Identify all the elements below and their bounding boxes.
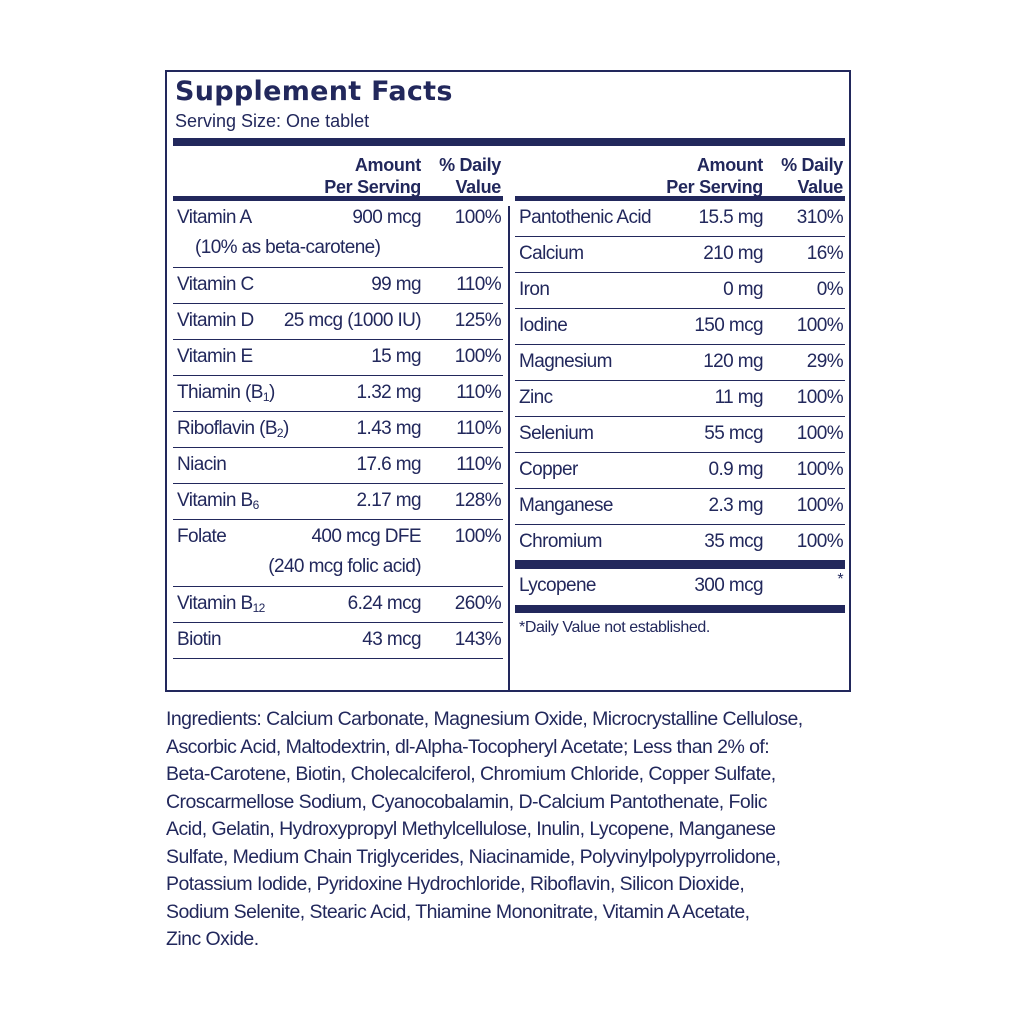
nutrient-daily-value: 128% — [454, 490, 501, 511]
nutrient-daily-value: 16% — [806, 243, 843, 264]
nutrient-amount: 1.43 mg — [356, 418, 421, 439]
nutrient-daily-value: 29% — [806, 351, 843, 372]
nutrient-daily-value: * — [837, 571, 843, 588]
nutrient-row — [173, 376, 503, 412]
nutrient-name: Lycopene — [519, 575, 596, 596]
lycopene-row — [515, 569, 845, 605]
nutrient-name-text: Zinc — [519, 387, 553, 408]
nutrient-row — [173, 412, 503, 448]
nutrient-row — [515, 273, 845, 309]
nutrient-name-text: Pantothenic Acid — [519, 207, 651, 228]
dv-header-line2: Value — [797, 177, 843, 197]
left-nutrient-column — [173, 150, 503, 659]
nutrient-amount: 0 mg — [723, 279, 763, 300]
amount-header-line2: Per Serving — [666, 177, 763, 197]
nutrient-row — [173, 587, 503, 623]
nutrient-row — [515, 381, 845, 417]
nutrient-amount: 300 mcg — [694, 575, 763, 596]
nutrient-row — [173, 340, 503, 376]
nutrient-name-text: Iron — [519, 279, 550, 300]
nutrient-daily-value: 100% — [796, 315, 843, 336]
nutrient-name-text: Vitamin D — [177, 310, 254, 331]
nutrient-row — [515, 489, 845, 525]
nutrient-daily-value: 100% — [796, 423, 843, 444]
ingredients-line: Potassium Iodide, Pyridoxine Hydrochloride, Riboflavin, Silicon Dioxide, — [166, 873, 745, 895]
nutrient-name — [177, 454, 226, 476]
nutrient-amount: 11 mg — [714, 387, 763, 408]
nutrient-name — [519, 243, 583, 265]
right-nutrient-column — [515, 150, 845, 637]
nutrient-row — [173, 623, 503, 659]
amount-header-line1: Amount — [354, 155, 421, 175]
daily-value-header — [439, 154, 501, 198]
nutrient-name-text: Iodine — [519, 315, 568, 336]
nutrient-daily-value: 110% — [456, 454, 501, 475]
nutrient-row — [173, 520, 503, 587]
nutrient-name — [177, 207, 252, 229]
nutrient-name — [519, 279, 549, 301]
amount-header — [666, 154, 763, 198]
nutrient-amount: 35 mcg — [704, 531, 763, 552]
nutrient-amount: 6.24 mcg — [347, 593, 421, 614]
amount-header — [324, 154, 421, 198]
nutrient-name — [177, 382, 275, 404]
nutrient-name — [519, 387, 553, 409]
nutrient-name-text: Magnesium — [519, 351, 612, 372]
nutrient-row — [515, 345, 845, 381]
dv-header-line2: Value — [455, 177, 501, 197]
nutrient-daily-value: 310% — [796, 207, 843, 228]
left-rows — [173, 201, 503, 659]
nutrient-row — [173, 268, 503, 304]
nutrient-name-text: Vitamin C — [177, 274, 254, 295]
nutrient-daily-value: 100% — [454, 346, 501, 367]
amount-header-line1: Amount — [696, 155, 763, 175]
nutrient-name-text: Copper — [519, 459, 578, 480]
nutrient-amount: 55 mcg — [704, 423, 763, 444]
ingredients-line: Croscarmellose Sodium, Cyanocobalamin, D-Calcium Pantothenate, Folic — [166, 790, 767, 813]
nutrient-amount: 150 mcg — [694, 315, 763, 336]
nutrient-amount: 120 mg — [703, 351, 763, 372]
ingredients-label: Ingredients: — [166, 708, 262, 730]
ingredients-line: Acid, Gelatin, Hydroxypropyl Methylcellulose, Inulin, Lycopene, Manganese — [166, 818, 776, 840]
nutrient-name — [177, 346, 253, 368]
nutrient-row — [515, 453, 845, 489]
daily-value-header — [781, 154, 843, 198]
lycopene-top-bar — [515, 561, 845, 569]
nutrient-subscript: 12 — [252, 601, 265, 615]
nutrient-daily-value: 110% — [456, 274, 501, 295]
nutrient-amount: 2.3 mg — [708, 495, 763, 516]
nutrient-daily-value: 110% — [456, 382, 501, 403]
nutrient-amount: 25 mcg (1000 IU) — [283, 310, 421, 331]
nutrient-name-text: Manganese — [519, 495, 613, 516]
nutrient-amount: 210 mg — [703, 243, 763, 264]
nutrient-name-text: Vitamin A — [177, 207, 252, 228]
nutrient-row — [173, 448, 503, 484]
nutrient-name-text: Selenium — [519, 423, 594, 444]
ingredients-list — [166, 706, 856, 954]
amount-header-line2: Per Serving — [324, 177, 421, 197]
nutrient-subscript: 6 — [252, 498, 259, 512]
nutrient-note: (240 mcg folic acid) — [268, 556, 421, 577]
panel-title: Supplement Facts — [175, 76, 453, 107]
nutrient-name-text: Riboflavin (B — [177, 418, 277, 439]
nutrient-amount: 99 mg — [371, 274, 421, 295]
nutrient-daily-value: 260% — [454, 593, 501, 614]
nutrient-name — [177, 526, 226, 548]
nutrient-name-text: Thiamin (B — [177, 382, 263, 403]
ingredients-line: Beta-Carotene, Biotin, Cholecalciferol, Chromium Chloride, Copper Sulfate, — [166, 763, 776, 785]
nutrient-row — [515, 237, 845, 273]
nutrient-name — [519, 459, 578, 481]
nutrient-name-text: Vitamin E — [177, 346, 253, 367]
nutrient-name-suffix: ) — [283, 418, 289, 439]
nutrient-name — [177, 593, 265, 615]
nutrient-row — [515, 525, 845, 561]
nutrient-row — [515, 309, 845, 345]
nutrient-daily-value: 100% — [796, 387, 843, 408]
nutrient-amount: 400 mcg DFE — [311, 526, 421, 547]
nutrient-amount: 17.6 mg — [356, 454, 421, 475]
top-thick-bar — [173, 138, 845, 146]
nutrient-amount: 900 mcg — [352, 207, 421, 228]
nutrient-name — [519, 351, 612, 373]
nutrient-note: (10% as beta-carotene) — [195, 237, 381, 258]
nutrient-subscript: 1 — [262, 390, 269, 404]
nutrient-name-text: Vitamin B — [177, 593, 253, 614]
nutrient-amount: 15.5 mg — [698, 207, 763, 228]
nutrient-name — [519, 315, 567, 337]
nutrient-name-text: Folate — [177, 526, 227, 547]
nutrient-amount: 0.9 mg — [708, 459, 763, 480]
ingredients-line: Ascorbic Acid, Maltodextrin, dl-Alpha-Tocopheryl Acetate; Less than 2% of: — [166, 735, 770, 758]
nutrient-subscript: 2 — [276, 426, 283, 440]
nutrient-amount: 1.32 mg — [356, 382, 421, 403]
nutrient-name — [177, 418, 289, 440]
nutrient-name-text: Biotin — [177, 629, 221, 650]
nutrient-name-text: Niacin — [177, 454, 227, 475]
nutrient-row — [173, 201, 503, 268]
nutrient-daily-value: 100% — [454, 207, 501, 228]
nutrient-name — [177, 310, 254, 332]
nutrient-name — [177, 629, 221, 651]
nutrient-row — [515, 417, 845, 453]
nutrient-row — [515, 201, 845, 237]
nutrient-name-text: Vitamin B — [177, 490, 253, 511]
nutrient-name — [519, 207, 651, 229]
daily-value-footnote: *Daily Value not established. — [519, 619, 710, 636]
nutrient-daily-value: 100% — [454, 526, 501, 547]
ingredients-line: Sodium Selenite, Stearic Acid, Thiamine Mononitrate, Vitamin A Acetate, — [166, 900, 750, 923]
dv-header-line1: % Daily — [781, 155, 843, 175]
nutrient-daily-value: 110% — [456, 418, 501, 439]
nutrient-daily-value: 100% — [796, 531, 843, 552]
left-column-header — [173, 150, 503, 201]
nutrient-name-suffix: ) — [268, 382, 275, 403]
nutrient-name — [519, 495, 613, 517]
nutrient-name — [177, 274, 254, 296]
supplement-facts-panel — [165, 70, 851, 692]
nutrient-amount: 2.17 mg — [356, 490, 421, 511]
ingredients-text: Calcium Carbonate, Magnesium Oxide, Microcrystalline Cellulose, — [261, 708, 803, 730]
nutrient-amount: 15 mg — [371, 346, 421, 367]
nutrient-row — [173, 304, 503, 340]
ingredients-line: Zinc Oxide. — [166, 928, 259, 950]
nutrient-daily-value: 143% — [454, 629, 501, 650]
right-column-header — [515, 150, 845, 201]
nutrient-name — [519, 531, 602, 553]
nutrient-row — [173, 484, 503, 520]
nutrient-amount: 43 mcg — [362, 629, 421, 650]
nutrient-name-text: Chromium — [519, 531, 602, 552]
nutrient-name-text: Calcium — [519, 243, 584, 264]
right-rows — [515, 201, 845, 561]
serving-size: Serving Size: One tablet — [175, 111, 370, 131]
dv-header-line1: % Daily — [439, 155, 501, 175]
nutrient-name — [177, 490, 259, 512]
column-divider — [508, 206, 510, 692]
ingredients-line: Sulfate, Medium Chain Triglycerides, Niacinamide, Polyvinylpolypyrrolidone, — [166, 845, 781, 868]
nutrient-daily-value: 100% — [796, 495, 843, 516]
lycopene-bottom-bar — [515, 605, 845, 613]
nutrient-daily-value: 0% — [816, 279, 843, 300]
ingredients-line — [166, 706, 856, 734]
nutrient-daily-value: 125% — [454, 310, 501, 331]
nutrient-daily-value: 100% — [796, 459, 843, 480]
nutrient-name — [519, 423, 593, 445]
